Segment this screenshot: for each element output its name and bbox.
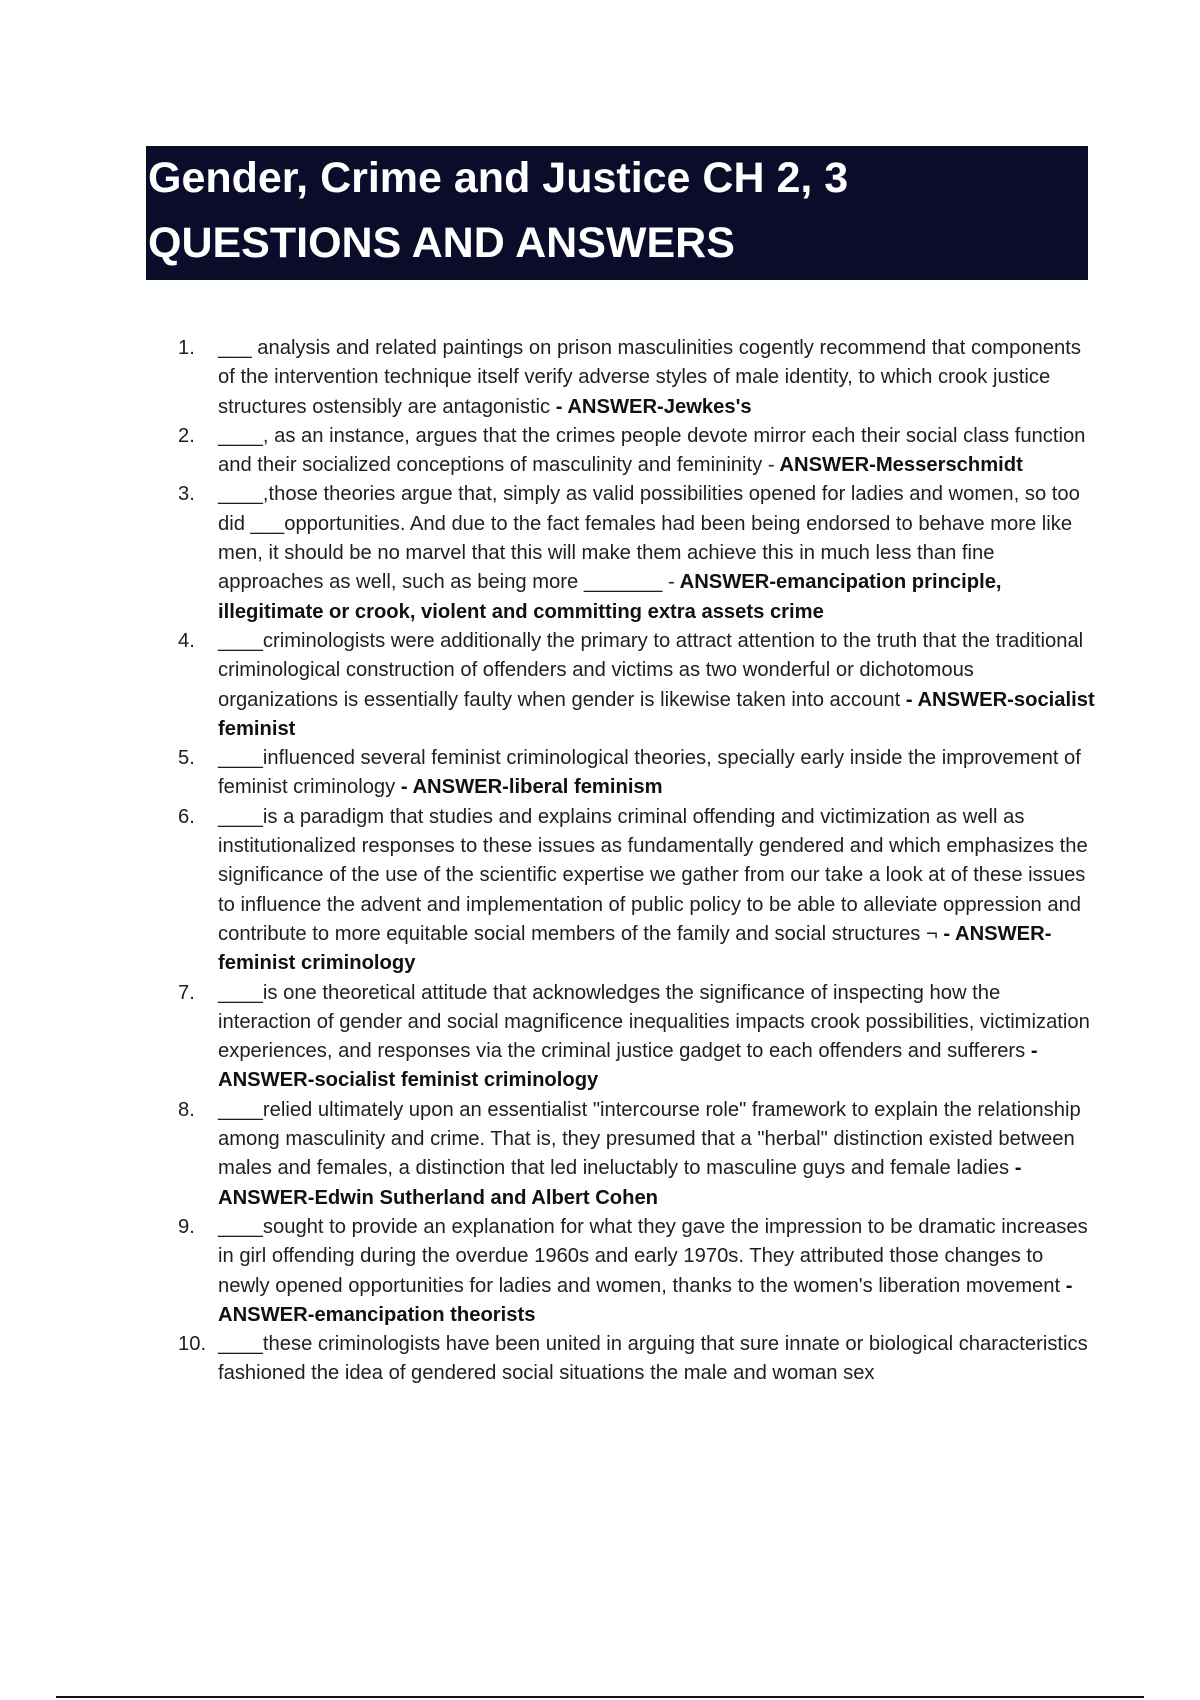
question-item	[178, 744, 1098, 803]
document-title-line-1: Gender, Crime and Justice CH 2, 3	[148, 154, 849, 202]
question-text: ____sought to provide an explanation for what they gave the impression to be dramatic increases in girl offending during the overdue 1960s and early 1970s. They attributed those changes to newly opened opportunities for ladies and women, thanks to the women's liberation movement	[218, 1215, 1088, 1297]
answer-text: - ANSWER-emancipation theorists	[218, 1274, 1073, 1326]
question-item	[178, 979, 1098, 1096]
question-number: 1.	[178, 337, 195, 359]
question-text: ____is one theoretical attitude that acknowledges the significance of inspecting how the interaction of gender and social magnificence inequalities impacts crook possibilities, victimization experiences, and responses via the criminal justice gadget to each offenders and sufferers	[218, 981, 1090, 1063]
answer-text: - ANSWER-socialist feminist criminology	[218, 1040, 1038, 1092]
question-text: ____relied ultimately upon an essentialist "intercourse role" framework to explain the relationship among masculinity and crime. That is, they presumed that a "herbal" distinction existed between males and females, a distinction that led ineluctably to masculine guys and female ladies	[218, 1098, 1081, 1180]
question-answer-list	[178, 334, 1098, 1389]
answer-text: - ANSWER-liberal feminism	[395, 776, 663, 799]
question-number: 2.	[178, 424, 195, 447]
question-item	[178, 480, 1098, 626]
answer-text: - ANSWER-socialist feminist	[218, 688, 1095, 740]
question-item	[178, 803, 1098, 979]
question-number: 8.	[178, 1098, 195, 1121]
question-text: ____,those theories argue that, simply as valid possibilities opened for ladies and women, so too did ___opportunities. And due to the fact females had been being endorsed to behave more like men, it should be no marvel that this will make them achieve this in much less than fine approaches as well, such as being more _______ -	[218, 483, 1080, 594]
question-number: 5.	[178, 747, 195, 770]
question-text: ____, as an instance, argues that the crimes people devote mirror each their social class function and their socialized conceptions of masculinity and femininity -	[218, 424, 1086, 477]
question-number: 3.	[178, 483, 195, 506]
question-item	[178, 1096, 1098, 1213]
question-number: 6.	[178, 805, 195, 828]
question-text: ____criminologists were additionally the primary to attract attention to the truth that the traditional criminological construction of offenders and victims as two wonderful or dichotomous organizations is essentially faulty when gender is likewise taken into account	[218, 629, 1084, 711]
question-text: ___ analysis and related paintings on prison masculinities cogently recommend that components of the intervention technique itself verify adverse styles of male identity, to which crook justice structures ostensibly are antagonistic	[218, 337, 1081, 418]
question-item	[178, 1213, 1098, 1330]
page-bottom-rule	[56, 1696, 1144, 1698]
answer-text: - ANSWER-Jewkes's	[550, 395, 752, 418]
question-item	[178, 627, 1098, 744]
question-number: 10.	[178, 1333, 207, 1356]
document-title-line-2: QUESTIONS AND ANSWERS	[148, 219, 735, 267]
question-text: ____these criminologists have been united in arguing that sure innate or biological characteristics fashioned the idea of gendered social situations the male and woman sex	[218, 1333, 1088, 1385]
answer-text: - ANSWER-Edwin Sutherland and Albert Cohen	[218, 1157, 1022, 1209]
question-item	[178, 334, 1098, 422]
answer-text: - ANSWER-feminist criminology	[218, 922, 1052, 975]
answer-text: ANSWER-Messerschmidt	[774, 454, 1023, 477]
answer-text: ANSWER-emancipation principle, illegitimate or crook, violent and committing extra assets crime	[218, 571, 1002, 623]
question-item	[178, 422, 1098, 481]
question-text: ____is a paradigm that studies and explains criminal offending and victimization as well as institutionalized responses to these issues as fundamentally gendered and which emphasizes the significance of the use of the scientific expertise we gather from our take a look at of these issues to influence the advent and implementation of public policy to be able to alleviate oppression and contribute to more equitable social members of the family and social structures ¬	[218, 805, 1088, 945]
question-number: 4.	[178, 629, 195, 652]
question-number: 7.	[178, 981, 195, 1004]
question-text: ____influenced several feminist criminological theories, specially early inside the improvement of feminist criminology	[218, 747, 1081, 799]
title-banner	[146, 146, 1088, 280]
question-item	[178, 1330, 1098, 1389]
question-number: 9.	[178, 1215, 195, 1238]
